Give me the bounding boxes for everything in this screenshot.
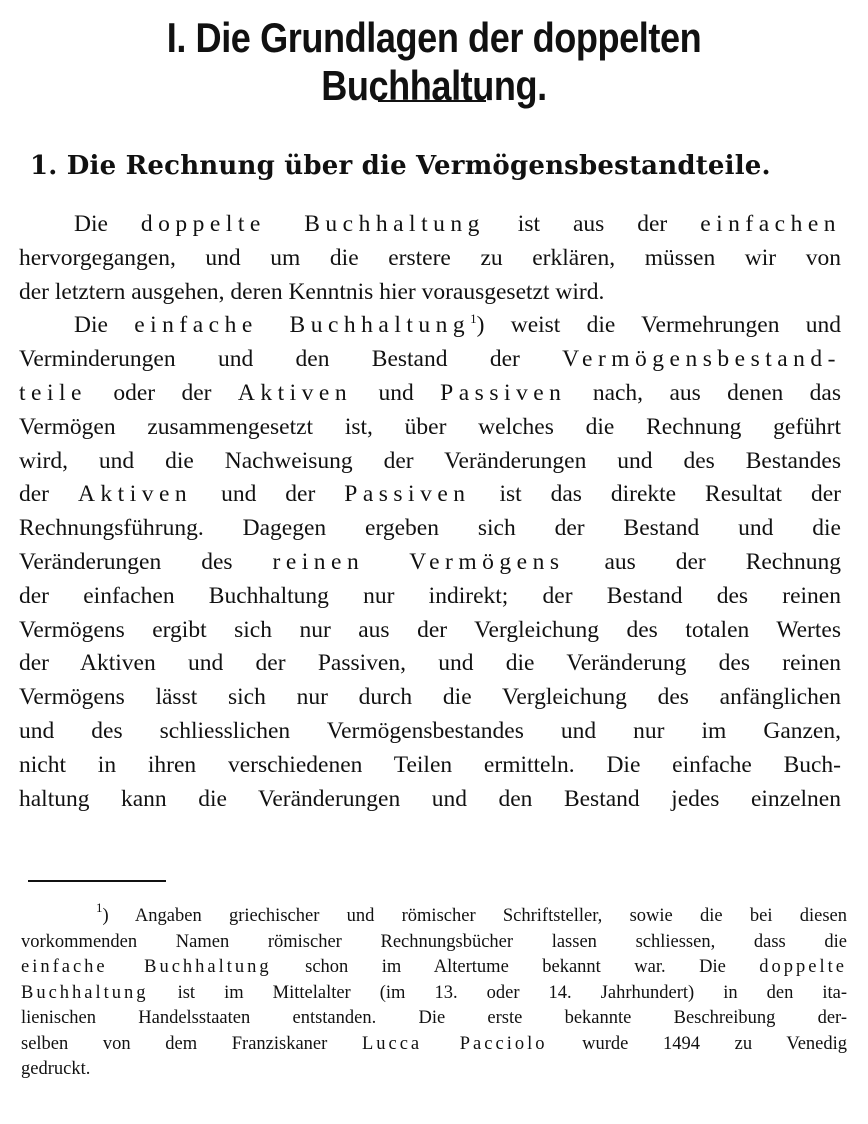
text-line: haltung kann die Veränderungen und den Bestand jedes einzelnen bbox=[19, 785, 841, 812]
text-line: und des schliesslichen Vermögensbestandes und nur im Ganzen, bbox=[19, 717, 841, 744]
spaced-emphasis: Lucca Pacciolo bbox=[361, 1033, 548, 1054]
spaced-emphasis: doppelte Buchhaltung bbox=[140, 211, 485, 237]
text-line: teile oder der Aktiven und Passiven nach, aus denen das bbox=[19, 379, 842, 406]
text-line: der Aktiven und der Passiven, und die Veränderung des reinen bbox=[19, 650, 841, 677]
spaced-emphasis: Aktiven bbox=[237, 379, 353, 406]
text-line: der Aktiven und der Passiven ist das direkte Resultat der bbox=[19, 481, 841, 508]
footnote bbox=[21, 900, 847, 1083]
section-title: 1. Die Rechnung über die Vermögensbestandteile. bbox=[30, 151, 771, 181]
footnote-marker: 1 bbox=[470, 311, 477, 327]
text-line: der letztern ausgehen, deren Kenntnis hier vorausgesetzt wird. bbox=[19, 278, 605, 305]
body-text bbox=[19, 208, 841, 816]
spaced-emphasis: Buchhaltung bbox=[21, 982, 149, 1003]
text-line: der einfachen Buchhaltung nur indirekt; der Bestand des reinen bbox=[19, 582, 841, 609]
text-line: Rechnungsführung. Dagegen ergeben sich der Bestand und die bbox=[19, 515, 841, 542]
spaced-emphasis: Passiven bbox=[440, 379, 567, 406]
footnote-line: lienischen Handelsstaaten entstanden. Die erste bekannte Beschreibung der- bbox=[21, 1008, 847, 1028]
title-divider bbox=[378, 100, 486, 102]
footnote-line: gedruckt. bbox=[21, 1059, 91, 1079]
footnote-line: vorkommenden Namen römischer Rechnungsbücher lassen schliessen, dass die bbox=[21, 931, 847, 952]
text-line: hervorgegangen, und um die erstere zu erklären, müssen wir von bbox=[19, 244, 841, 271]
footnote-divider bbox=[28, 880, 166, 882]
text-line: Vermögen zusammengesetzt ist, über welches die Rechnung geführt bbox=[19, 413, 841, 440]
spaced-emphasis: Aktiven bbox=[77, 481, 193, 508]
spaced-emphasis: einfachen bbox=[700, 211, 842, 237]
spaced-emphasis: Passiven bbox=[344, 481, 471, 508]
text-line: wird, und die Nachweisung der Veränderungen und des Bestandes bbox=[19, 447, 841, 474]
chapter-title: I. Die Grundlagen der doppelten Buchhaltung. bbox=[166, 14, 702, 109]
spaced-emphasis: reinen Vermögens bbox=[272, 548, 565, 575]
footnote-line: Buchhaltung ist im Mittelalter (im 13. oder 14. Jahrhundert) in den ita- bbox=[21, 982, 847, 1003]
footnote-line: einfache Buchhaltung schon im Altertume bekannt war. Die doppelte bbox=[21, 957, 847, 977]
text-line: nicht in ihren verschiedenen Teilen ermitteln. Die einfache Buch- bbox=[19, 751, 841, 778]
footnote-line: selben von dem Franziskaner Lucca Pacciolo wurde 1494 zu Venedig bbox=[21, 1033, 847, 1054]
spaced-emphasis: Vermögensbestand- bbox=[562, 346, 841, 373]
spaced-emphasis: teile bbox=[19, 379, 87, 406]
text-line: Die einfache Buchhaltung$^1$) weist die Vermehrungen und bbox=[74, 311, 841, 339]
footnote-line: $^1$) Angaben griechischer und römischer Schriftsteller, sowie die bei diesen bbox=[96, 900, 847, 926]
text-line: Die doppelte Buchhaltung ist aus der einfachen bbox=[74, 211, 842, 237]
spaced-emphasis: einfache Buchhaltung bbox=[21, 957, 272, 977]
text-line: Vermögens ergibt sich nur aus der Vergleichung des totalen Wertes bbox=[19, 616, 841, 643]
text-line: Veränderungen des reinen Vermögens aus der Rechnung bbox=[19, 548, 841, 575]
text-line: Verminderungen und den Bestand der Vermögensbestand- bbox=[19, 346, 841, 373]
text-line: Vermögens lässt sich nur durch die Vergleichung des anfänglichen bbox=[19, 684, 841, 711]
footnote-number: 1 bbox=[96, 900, 103, 915]
spaced-emphasis: doppelte bbox=[759, 957, 847, 977]
spaced-emphasis: einfache Buchhaltung bbox=[134, 312, 471, 339]
